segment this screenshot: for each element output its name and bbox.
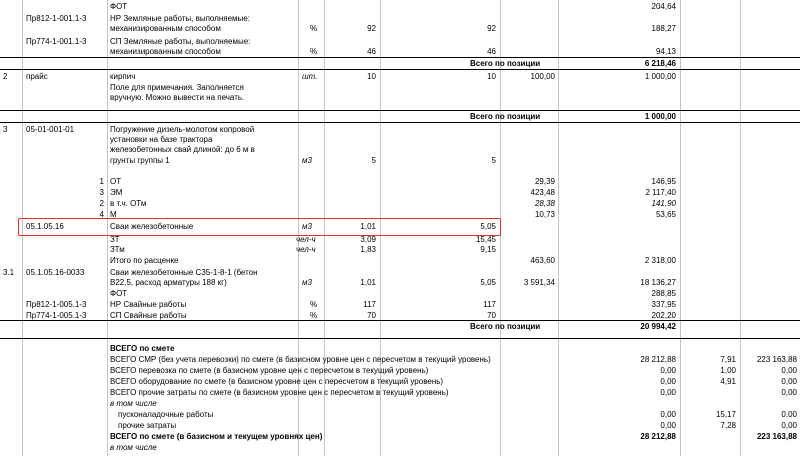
row-separator [0,338,800,339]
item-code: 05-01-001-01 [26,125,75,134]
summary-row-label: ВСЕГО оборудование по смете (в базисном уровне цен с пересчетом в текущий уровень) [110,377,444,386]
ztm-qty: 9,15 [480,245,496,254]
item-name-line2: установки на базе трактора [110,135,213,144]
item-name-line1: Сваи железобетонные С35-1-8-1 (бетон [110,268,258,277]
zt-label: ЗТ [110,235,120,244]
item-price: 100,00 [530,72,555,81]
fot-total: 204,64 [651,2,676,11]
row-separator [0,69,800,70]
nr-total: 337,95 [651,300,676,309]
nr-code: Пр812-1-001.1-3 [26,14,87,23]
material-code: 05.1.05.16 [26,222,64,231]
summary-base: 0,00 [660,410,676,419]
zt-unit: чел-ч [296,235,316,244]
sp-name: СП Свайные работы [110,311,187,320]
row-separator [0,57,800,58]
item-number: 3.1 [3,268,15,277]
position-total-label: Всего по позиции [470,59,541,68]
nr-total: 188,27 [651,24,676,33]
sub-total: 2 117,40 [645,188,676,197]
sp-qty: 46 [487,47,496,56]
item-name-line2: В22,5, расход арматуры 188 кг) [110,278,227,287]
nr-name-line2: механизированным способом [110,24,221,33]
nr-norm: 117 [363,300,376,309]
sub-number: 3 [99,188,104,197]
sp-unit: % [310,47,318,56]
sub-total: 53,65 [655,210,676,219]
summary-base: 0,00 [660,377,676,386]
summary-base: 0,00 [660,366,676,375]
summary-row-label: ВСЕГО СМР (без учета перевозки) по смете (в базисном уровне цен с пересчетом в текущий уровень) [110,355,491,364]
sub-number: 2 [99,199,104,208]
ztm-label: ЗТм [110,245,125,254]
sub-number: 4 [99,210,104,219]
summary-index: 7,28 [720,421,736,430]
sp-total: 94,13 [655,47,676,56]
sub-price: 29,39 [534,177,555,186]
item-name-line1: Погружение дизель-молотом копровой [110,125,255,134]
position-total-value: 6 218,46 [644,59,676,68]
summary-base: 0,00 [660,388,676,397]
item-norm: 1,01 [360,278,376,287]
position-total-value: 1 000,00 [644,112,676,121]
sp-norm: 70 [367,311,376,320]
summary-current: 0,00 [781,410,797,419]
item-total: 1 000,00 [644,72,676,81]
sp-name-line2: механизированным способом [110,47,221,56]
summary-current: 0,00 [781,377,797,386]
summary-row-label: прочие затраты [118,421,177,430]
sp-norm: 46 [367,47,376,56]
nr-code: Пр812-1-005.1-3 [26,300,87,309]
item-unit: м3 [302,278,312,287]
summary-current: 0,00 [781,421,797,430]
fot-total: 288,85 [651,289,676,298]
nr-qty: 92 [487,24,496,33]
sub-label: ОТ [110,177,122,186]
item-qty: 5,05 [480,278,496,287]
sub-total: 141,90 [651,199,676,208]
summary-base: 28 212,88 [640,355,676,364]
summary-current: 223 163,88 [756,355,797,364]
nr-unit: % [310,24,318,33]
item-name: кирпич [110,72,136,81]
material-name: Сваи железобетонные [110,222,194,231]
ztm-unit: чел-ч [296,245,316,254]
sp-code: Пр774-1-005.1-3 [26,311,87,320]
sub-label: ЭМ [110,188,123,197]
item-code: прайс [26,72,48,81]
rate-total-price: 463,60 [530,256,555,265]
note-line1: Поле для примечания. Заполняется [110,83,244,92]
note-line2: вручную. Можно вывести на печать. [110,93,245,102]
sub-price: 10,73 [534,210,555,219]
item-norm: 5 [371,156,376,165]
position-total-value: 20 994,42 [640,322,676,331]
zt-qty: 15,45 [475,235,496,244]
zt-norm: 3,09 [360,235,376,244]
item-number: 3 [3,125,8,134]
row-separator [0,320,800,321]
nr-name: НР Свайные работы [110,300,187,309]
summary-row-label: пусконаладочные работы [118,410,214,419]
item-price: 3 591,34 [523,278,555,287]
sp-qty: 70 [487,311,496,320]
rate-total-label: Итого по расценке [110,256,179,265]
material-unit: м3 [302,222,312,231]
nr-norm: 92 [367,24,376,33]
fot-label: ФОТ [110,2,128,11]
sub-label: в т.ч. ОТм [110,199,147,208]
item-name-line4: грунты группы 1 [110,156,170,165]
selection-highlight [18,218,501,236]
item-number: 2 [3,72,8,81]
sp-name-line1: СП Земляные работы, выполняемые: [110,37,251,46]
item-norm: 10 [367,72,376,81]
sub-price: 423,48 [530,188,555,197]
item-qty: 10 [487,72,496,81]
item-code: 05.1.05.16-0033 [26,268,85,277]
nr-unit: % [310,300,318,309]
summary-grand-total-current: 223 163,88 [756,432,797,441]
row-separator [0,110,800,111]
position-total-label: Всего по позиции [470,322,541,331]
position-total-label: Всего по позиции [470,112,541,121]
nr-qty: 117 [483,300,496,309]
sp-total: 202,20 [651,311,676,320]
summary-index: 1,00 [720,366,736,375]
item-unit: шт. [302,72,318,81]
row-separator [0,122,800,123]
summary-index: 15,17 [715,410,736,419]
ztm-norm: 1,83 [360,245,376,254]
sub-total: 146,95 [651,177,676,186]
summary-grand-total-label: ВСЕГО по смете (в базисном и текущем уровнях цен) [110,432,323,441]
item-unit: м3 [302,156,312,165]
material-norm: 1,01 [360,222,376,231]
summary-index: 4,91 [720,377,736,386]
summary-row-label: ВСЕГО прочие затраты по смете (в базисном уровне цен с пересчетом в текущий уровень) [110,388,449,397]
sp-unit: % [310,311,318,320]
summary-current: 0,00 [781,388,797,397]
sub-label: М [110,210,117,219]
summary-subheader: в том числе [110,443,157,452]
sp-code: Пр774-1-001.1-3 [26,37,87,46]
fot-label: ФОТ [110,289,128,298]
nr-name-line1: НР Земляные работы, выполняемые: [110,14,250,23]
sub-price: 28,38 [534,199,555,208]
summary-row-label: ВСЕГО перевозка по смете (в базисном уровне цен с пересчетом в текущий уровень) [110,366,429,375]
sub-number: 1 [99,177,104,186]
summary-grand-total-base: 28 212,88 [640,432,676,441]
summary-base: 0,00 [660,421,676,430]
summary-header: ВСЕГО по смете [110,344,175,353]
summary-index: 7,91 [720,355,736,364]
material-qty: 5,05 [480,222,496,231]
item-total: 18 136,27 [640,278,676,287]
summary-subheader: в том числе [110,399,157,408]
summary-current: 0,00 [781,366,797,375]
rate-total-value: 2 318,00 [644,256,676,265]
item-name-line3: железобетонных свай длиной: до 6 м в [110,145,255,154]
item-qty: 5 [491,156,496,165]
